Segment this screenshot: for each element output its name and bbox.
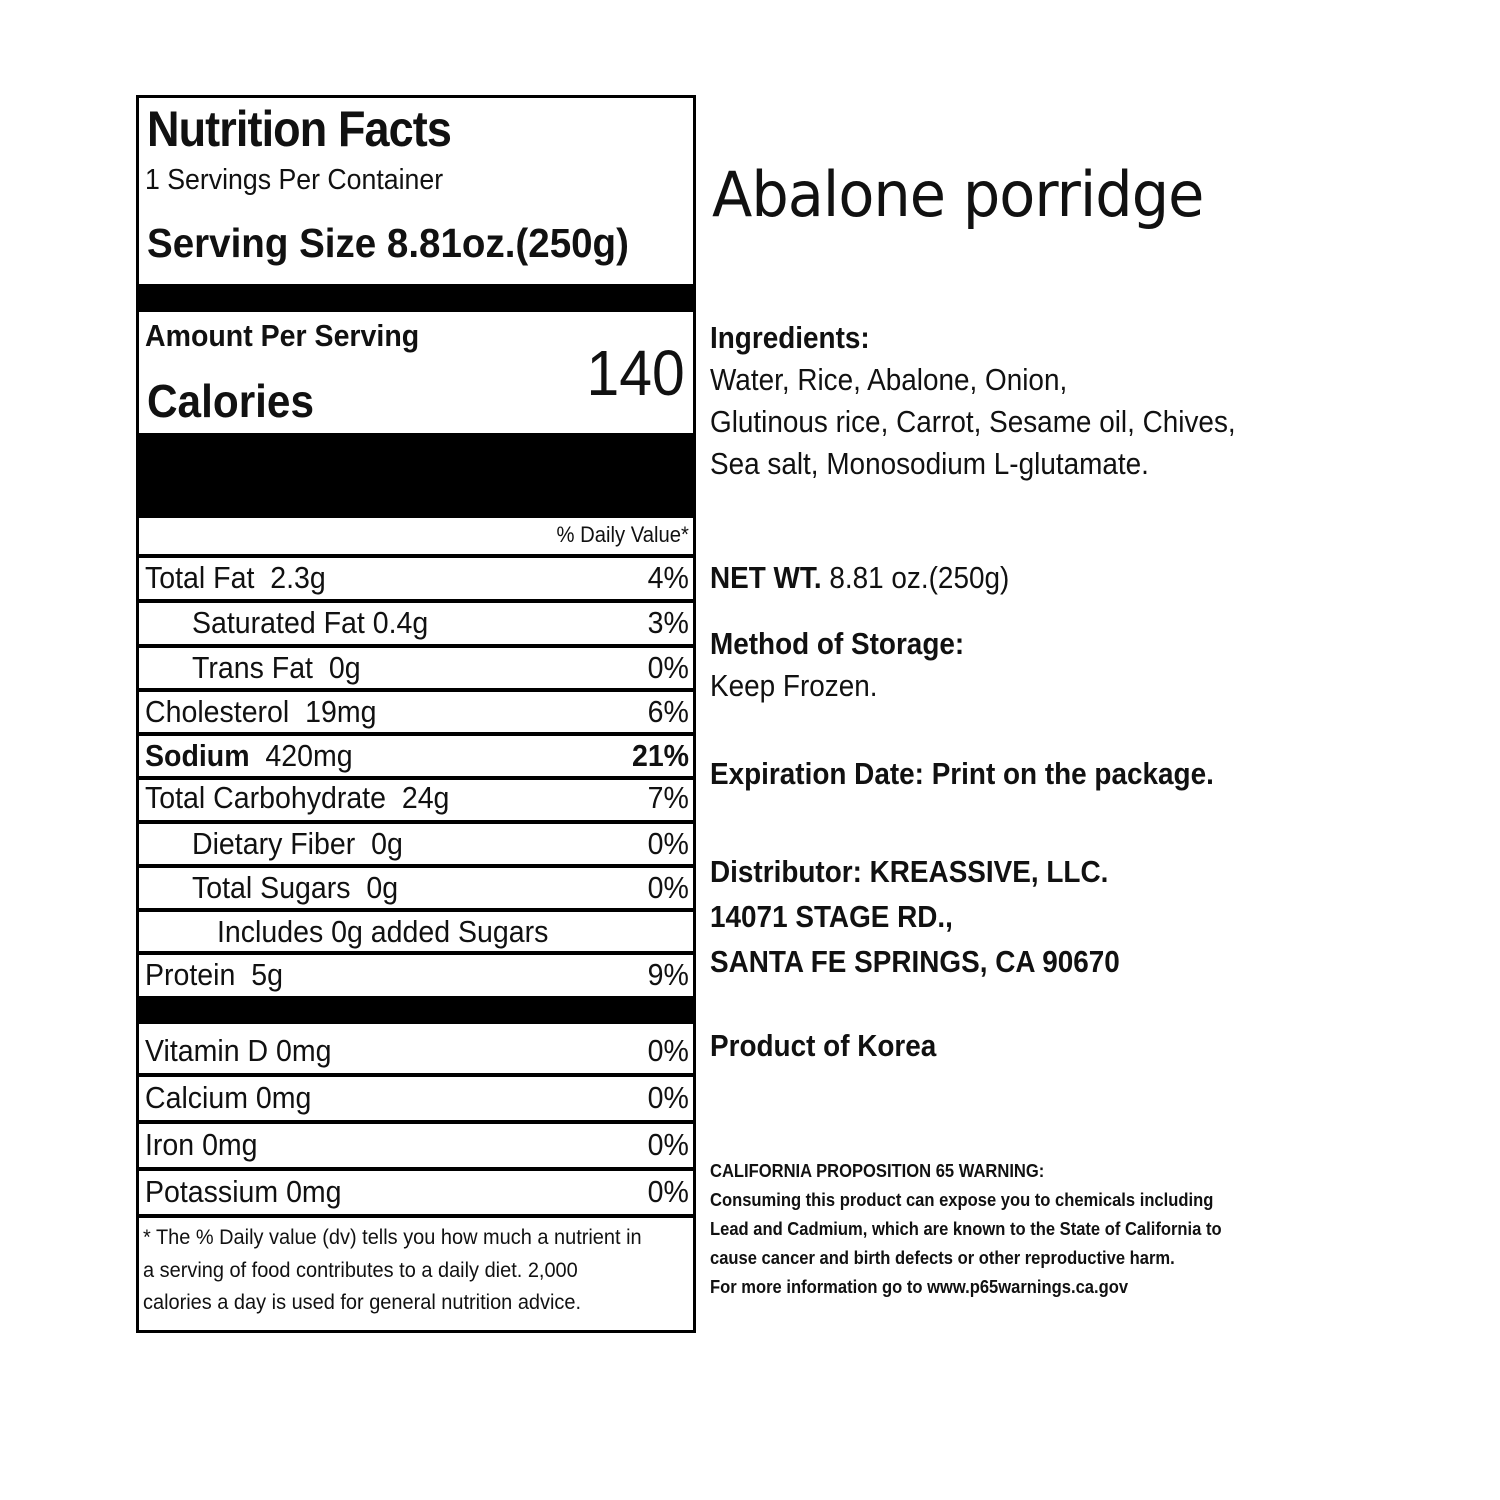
nutrient-name: Dietary Fiber: [192, 826, 356, 861]
nutrient-amount: 0.4g: [372, 605, 429, 640]
product-origin: Product of Korea: [710, 1028, 937, 1063]
footnote: [143, 1222, 687, 1320]
distributor-block: [710, 849, 1120, 984]
row-divider: [139, 1120, 693, 1124]
serving-size: Serving Size 8.81oz.(250g): [147, 220, 629, 266]
thick-divider: [139, 284, 693, 312]
nutrient-amount: 19mg: [305, 694, 377, 729]
nutrient-pct: 0%: [647, 650, 689, 685]
nutrient-name: Total Sugars: [192, 870, 351, 905]
nutrient-pct: 0%: [647, 870, 689, 905]
ingredients-block: [710, 317, 1236, 485]
nutrient-name: Saturated Fat: [192, 605, 365, 640]
nutrient-amount: 5g: [251, 957, 283, 992]
warning-line: cause cancer and birth defects or other reproductive harm.: [710, 1248, 1175, 1268]
ingredients-line: Water, Rice, Abalone, Onion,: [710, 362, 1068, 397]
footnote-line: a serving of food contributes to a daily diet. 2,000: [143, 1258, 578, 1282]
nutrient-name: Sodium: [145, 738, 250, 773]
warning-line: For more information go to www.p65warnings.ca.gov: [710, 1277, 1129, 1297]
nutrition-facts-panel: [136, 95, 696, 1333]
nutrient-amount: 2.3g: [270, 560, 326, 595]
panel-title: Nutrition Facts: [147, 101, 452, 157]
prop65-warning: [710, 1157, 1222, 1302]
ingredients-line: Sea salt, Monosodium L-glutamate.: [710, 446, 1149, 481]
amount-per-serving: Amount Per Serving: [145, 318, 420, 353]
nutrient-row-sodium: [139, 736, 693, 776]
nutrient-row-trans-fat: [139, 648, 693, 688]
product-name: Abalone porridge: [712, 158, 1204, 231]
nutrient-row-saturated-fat: [139, 603, 693, 643]
net-weight: [710, 557, 1009, 599]
thick-divider: [139, 433, 693, 518]
nutrient-amount: 0g: [328, 650, 361, 685]
nutrient-pct: 21%: [631, 738, 689, 773]
vitamin-row-calcium: [139, 1078, 693, 1118]
nutrient-pct: 4%: [647, 560, 689, 595]
nutrient-name: Trans Fat: [192, 650, 313, 685]
nutrient-pct: 7%: [647, 780, 689, 815]
warning-line: Lead and Cadmium, which are known to the State of California to: [710, 1219, 1222, 1239]
nutrient-pct: 3%: [647, 605, 689, 640]
vitamin-row-potassium: [139, 1172, 693, 1212]
nutrient-amount: 24g: [401, 780, 450, 815]
vitamin-pct: 0%: [647, 1174, 689, 1209]
vitamin-name: Vitamin D 0mg: [145, 1033, 332, 1068]
vitamin-row-iron: [139, 1125, 693, 1165]
expiration-date: Expiration Date: Print on the package.: [710, 756, 1214, 791]
vitamin-pct: 0%: [647, 1127, 689, 1162]
footnote-line: calories a day is used for general nutrition advice.: [143, 1291, 582, 1314]
nutrient-row-dietary-fiber: [139, 824, 693, 864]
distributor-line: Distributor: KREASSIVE, LLC.: [710, 854, 1109, 889]
nutrient-row-total-sugars: [139, 868, 693, 908]
nutrient-amount: 0g: [366, 870, 399, 905]
ingredients-label: Ingredients:: [710, 320, 870, 355]
ingredients-line: Glutinous rice, Carrot, Sesame oil, Chives,: [710, 404, 1236, 439]
nutrient-row-protein: [139, 955, 693, 995]
storage-block: [710, 623, 964, 707]
nutrient-row-added-sugars: [139, 912, 693, 952]
nutrient-pct: 6%: [647, 694, 689, 729]
nutrient-name: Total Fat: [145, 560, 255, 595]
row-divider: [139, 1214, 693, 1218]
calories-label: Calories: [147, 375, 315, 427]
net-weight-label: NET WT.: [710, 560, 822, 595]
thick-divider: [139, 996, 693, 1024]
nutrient-row-total-carbohydrate: [139, 778, 693, 818]
warning-line: CALIFORNIA PROPOSITION 65 WARNING:: [710, 1161, 1045, 1181]
nutrient-pct: 0%: [647, 826, 689, 861]
daily-value-header: % Daily Value*: [556, 522, 689, 547]
row-divider: [139, 1167, 693, 1171]
nutrient-row-cholesterol: [139, 692, 693, 732]
servings-per-container: 1 Servings Per Container: [145, 164, 444, 196]
distributor-line: 14071 STAGE RD.,: [710, 899, 953, 934]
vitamin-row-vitamin-d: [139, 1031, 693, 1071]
vitamin-name: Calcium 0mg: [145, 1080, 312, 1115]
storage-value: Keep Frozen.: [710, 668, 878, 703]
nutrient-name: Total Carbohydrate: [145, 780, 386, 815]
nutrient-name: Protein: [145, 957, 236, 992]
net-weight-value: 8.81 oz.(250g): [829, 560, 1010, 595]
storage-label: Method of Storage:: [710, 626, 965, 661]
nutrient-amount: 420mg: [265, 738, 353, 773]
vitamin-name: Potassium 0mg: [145, 1174, 342, 1209]
nutrient-row-total-fat: [139, 558, 693, 598]
vitamin-pct: 0%: [647, 1080, 689, 1115]
nutrient-pct: 9%: [647, 957, 689, 992]
distributor-line: SANTA FE SPRINGS, CA 90670: [710, 944, 1120, 979]
nutrient-amount: 0g: [371, 826, 403, 861]
calories-value: 140: [586, 337, 685, 409]
nutrient-name: Includes 0g added Sugars: [217, 914, 549, 949]
footnote-line: * The % Daily value (dv) tells you how much a nutrient in: [143, 1226, 642, 1249]
row-divider: [139, 1073, 693, 1077]
warning-line: Consuming this product can expose you to chemicals including: [710, 1190, 1214, 1210]
vitamin-pct: 0%: [647, 1033, 689, 1068]
vitamin-name: Iron 0mg: [145, 1127, 258, 1162]
nutrient-name: Cholesterol: [145, 694, 290, 729]
